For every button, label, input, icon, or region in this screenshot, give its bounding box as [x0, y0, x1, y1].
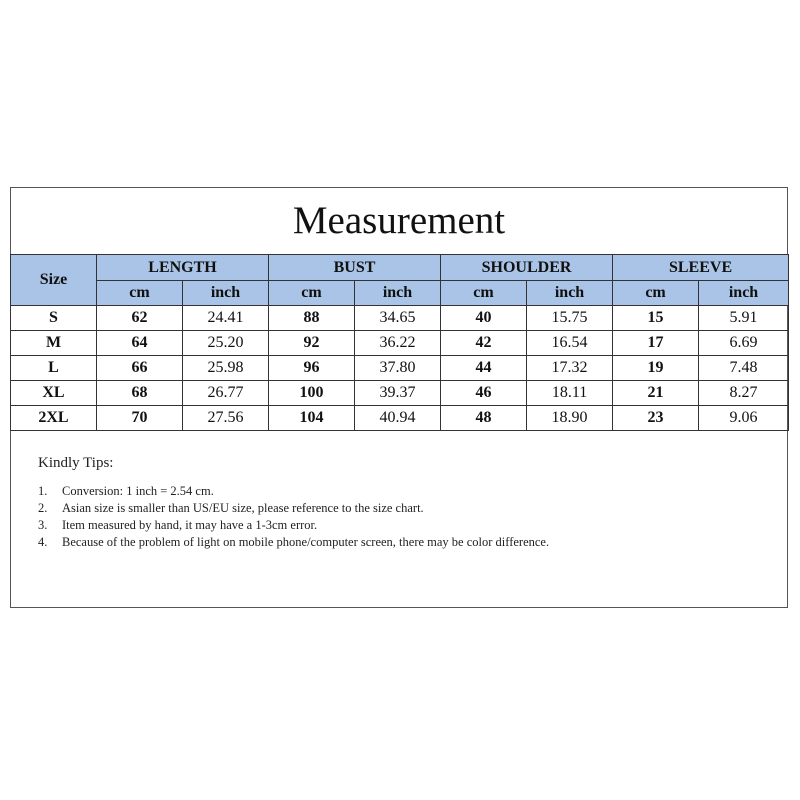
bust-cm-cell: 96: [269, 356, 355, 381]
table-row: [11, 356, 789, 381]
group-header-sleeve: SLEEVE: [613, 255, 789, 281]
sleeve-cm-cell: 23: [613, 406, 699, 431]
tips-heading: Kindly Tips:: [38, 455, 114, 471]
length-inch-cell: 27.56: [183, 406, 269, 431]
unit-header-cm: cm: [613, 281, 699, 306]
bust-cm-cell: 100: [269, 381, 355, 406]
tip-item: [38, 517, 618, 534]
sleeve-inch-cell: 9.06: [699, 406, 789, 431]
sleeve-cm-cell: 17: [613, 331, 699, 356]
bust-cm-cell: 92: [269, 331, 355, 356]
page-title: Measurement: [292, 199, 506, 242]
length-inch-cell: 25.20: [183, 331, 269, 356]
tip-number: 2.: [38, 501, 48, 515]
unit-header-cm: cm: [441, 281, 527, 306]
table-unit-row: [11, 281, 789, 306]
size-cell: 2XL: [11, 406, 97, 431]
sleeve-cm-cell: 21: [613, 381, 699, 406]
tip-item: [38, 483, 618, 500]
shoulder-cm-cell: 44: [441, 356, 527, 381]
sleeve-cm-cell: 15: [613, 306, 699, 331]
tip-number: 3.: [38, 518, 48, 532]
bust-inch-cell: 34.65: [355, 306, 441, 331]
bust-inch-cell: 37.80: [355, 356, 441, 381]
bust-inch-cell: 36.22: [355, 331, 441, 356]
tip-text: Conversion: 1 inch = 2.54 cm.: [62, 484, 214, 498]
kindly-tips: [38, 453, 738, 551]
shoulder-cm-cell: 46: [441, 381, 527, 406]
length-cm-cell: 64: [97, 331, 183, 356]
tips-list: [38, 483, 738, 551]
unit-header-inch: inch: [183, 281, 269, 306]
sleeve-inch-cell: 5.91: [699, 306, 789, 331]
shoulder-inch-cell: 15.75: [527, 306, 613, 331]
length-inch-cell: 26.77: [183, 381, 269, 406]
length-inch-cell: 24.41: [183, 306, 269, 331]
table-row: [11, 331, 789, 356]
size-column-header: Size: [11, 255, 97, 306]
size-cell: XL: [11, 381, 97, 406]
tip-text: Item measured by hand, it may have a 1-3cm error.: [62, 518, 318, 532]
bust-cm-cell: 88: [269, 306, 355, 331]
table-row: [11, 406, 789, 431]
shoulder-inch-cell: 16.54: [527, 331, 613, 356]
size-table: [10, 254, 789, 431]
length-cm-cell: 70: [97, 406, 183, 431]
unit-header-inch: inch: [355, 281, 441, 306]
size-cell: S: [11, 306, 97, 331]
table-row: [11, 381, 789, 406]
shoulder-inch-cell: 18.90: [527, 406, 613, 431]
size-chart-card: [10, 187, 788, 608]
unit-header-inch: inch: [527, 281, 613, 306]
size-cell: M: [11, 331, 97, 356]
group-header-length: LENGTH: [97, 255, 269, 281]
shoulder-cm-cell: 40: [441, 306, 527, 331]
tip-number: 1.: [38, 484, 48, 498]
size-cell: L: [11, 356, 97, 381]
tip-item: [38, 534, 618, 551]
group-header-shoulder: SHOULDER: [441, 255, 613, 281]
sleeve-inch-cell: 6.69: [699, 331, 789, 356]
length-inch-cell: 25.98: [183, 356, 269, 381]
table-row: [11, 306, 789, 331]
unit-header-inch: inch: [699, 281, 789, 306]
tip-number: 4.: [38, 535, 48, 549]
group-header-bust: BUST: [269, 255, 441, 281]
length-cm-cell: 68: [97, 381, 183, 406]
shoulder-cm-cell: 42: [441, 331, 527, 356]
tip-text: Asian size is smaller than US/EU size, please reference to the size chart.: [62, 501, 424, 515]
shoulder-inch-cell: 17.32: [527, 356, 613, 381]
shoulder-inch-cell: 18.11: [527, 381, 613, 406]
sleeve-inch-cell: 8.27: [699, 381, 789, 406]
bust-cm-cell: 104: [269, 406, 355, 431]
unit-header-cm: cm: [97, 281, 183, 306]
bust-inch-cell: 39.37: [355, 381, 441, 406]
tip-text: Because of the problem of light on mobile phone/computer screen, there may be color difference.: [62, 535, 550, 549]
unit-header-cm: cm: [269, 281, 355, 306]
length-cm-cell: 66: [97, 356, 183, 381]
sleeve-cm-cell: 19: [613, 356, 699, 381]
tip-item: [38, 500, 618, 517]
length-cm-cell: 62: [97, 306, 183, 331]
shoulder-cm-cell: 48: [441, 406, 527, 431]
sleeve-inch-cell: 7.48: [699, 356, 789, 381]
bust-inch-cell: 40.94: [355, 406, 441, 431]
table-header-row: [11, 255, 789, 281]
